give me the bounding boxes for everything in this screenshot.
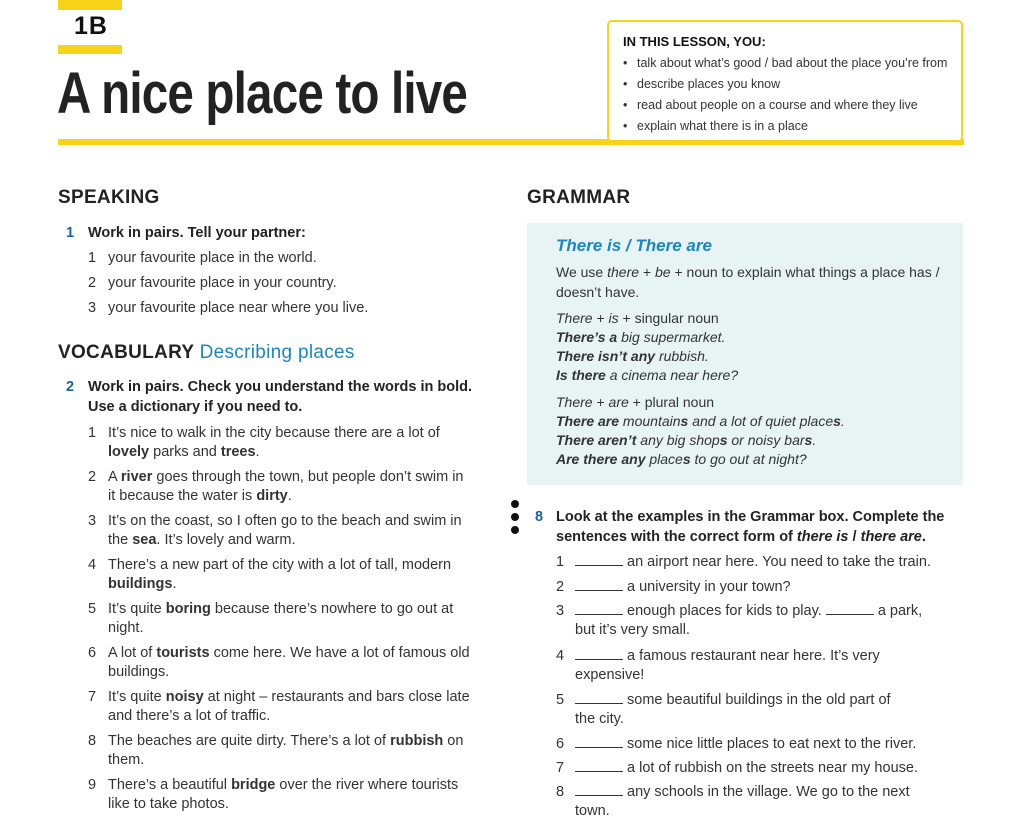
text-run: A lot of [108,645,157,661]
text-run: an airport near here. You need to take the train. [627,554,931,570]
text-run: your favourite place in the world. [108,250,317,266]
text-run: It’s quite [108,689,166,705]
item-number: 1 [88,250,97,266]
vocabulary-subtitle: Describing places [199,342,355,363]
text-run: expensive! [575,667,645,683]
item-text-line [108,530,296,550]
bold-word: rubbish [390,733,444,749]
item-text-line [575,646,880,666]
item-number: 1 [556,554,565,570]
bold-word: tourists [156,645,210,661]
bold-word: river [120,469,153,485]
text-run: at night – restaurants and bars close late [203,689,470,705]
grammar-line [556,412,845,431]
text-run: over the river where tourists [275,777,459,793]
text-run: . [255,444,260,460]
lesson-objectives-heading: IN THIS LESSON, YOU: [623,34,766,49]
bold-word: boring [165,601,211,617]
text-run: It’s quite [108,601,166,617]
item-text-line [108,662,169,682]
bold-word: buildings [108,576,173,592]
text-run: a cinema near here? [605,367,739,383]
text-run: + plural noun [628,394,715,410]
item-text-line [575,620,690,640]
text-run: + noun to explain what things a place has / [670,264,940,280]
text-run: It’s nice to walk in the city because there are a lot of [108,425,440,441]
exercise-number: 1 [66,225,75,241]
text-run: big supermarket. [617,329,726,345]
item-number: 2 [88,469,97,485]
text-run: are [608,394,629,410]
text-run: a university in your town? [627,579,791,595]
item-text-line [575,782,910,802]
text-run: your favourite place in your country. [108,275,337,291]
item-text-line [108,574,176,594]
item-number: 7 [88,689,97,705]
item-number: 5 [556,692,565,708]
item-text-line [575,665,644,685]
text-run: town. [575,803,610,819]
speaking-heading: SPEAKING [58,187,160,208]
grammar-line [556,393,714,412]
item-text-line [108,248,317,268]
badge-top-bar [58,0,122,10]
lesson-objectives-box [607,20,963,142]
bold-word: There aren’t [556,432,637,448]
answer-blank[interactable] [575,782,623,796]
instruction-separator: / [848,529,861,545]
text-run: . [840,413,845,429]
grammar-box-title: There is / There are [556,236,712,255]
grammar-line [556,366,738,385]
answer-blank[interactable] [575,734,623,748]
unit-badge [58,0,122,56]
item-text-line [108,775,458,795]
item-text-line [108,486,292,506]
vocabulary-heading [58,342,355,364]
instruction-period: . [921,529,926,545]
item-text-line [108,298,368,318]
item-number: 3 [88,300,97,316]
exercise-number: 8 [535,509,544,525]
text-run: the city. [575,711,624,727]
grammar-line [556,309,719,328]
item-text-line [108,643,470,663]
text-run: any big shop [636,432,720,448]
item-number: 7 [556,760,565,776]
item-text-line [575,601,922,621]
answer-blank[interactable] [575,577,623,591]
text-run: buildings. [108,664,170,680]
grammar-line [556,431,816,450]
page-title: A nice place to live [57,61,468,126]
text-run: come here. We have a lot of famous old [209,645,470,661]
item-number: 6 [88,645,97,661]
text-run: . It’s lovely and warm. [156,532,296,548]
instruction-text: sentences with the correct form of [556,529,797,545]
item-text-line [575,552,931,572]
item-number: 2 [556,579,565,595]
text-run: . [287,488,292,504]
text-run: We use [556,264,608,280]
text-run: night. [108,620,144,636]
badge-bottom-bar [58,45,122,54]
lesson-objective: • talk about what’s good / bad about the place you’re from [609,53,947,74]
item-number: 6 [556,736,565,752]
text-run: + [639,264,655,280]
exercise-number: 2 [66,379,75,395]
answer-blank[interactable] [575,601,623,615]
text-run: like to take photos. [108,796,229,812]
text-run: on [443,733,464,749]
text-run: to go out at night? [690,451,807,467]
item-text-line [108,273,337,293]
text-run: place [645,451,683,467]
text-run: and a lot of quiet place [688,413,834,429]
item-text-line [108,511,462,531]
bold-word: trees [220,444,256,460]
instruction-there-is: there is [796,529,849,545]
item-text-line [575,734,916,754]
item-text-line [575,709,624,729]
text-run: rubbish. [655,348,709,364]
item-text-line [575,690,891,710]
lesson-objective: • describe places you know [609,74,947,95]
bold-word: lovely [108,444,150,460]
text-run: There [556,394,593,410]
text-run: it because the water is [108,488,257,504]
exercise-instruction-line-2 [556,527,926,547]
instruction-there-are: there are [860,529,922,545]
bold-word: s [680,413,689,429]
text-run: A [108,469,121,485]
text-run: a lot of rubbish on the streets near my house. [627,760,918,776]
text-run: The beaches are quite dirty. There’s a lot of [108,733,391,749]
grammar-line [556,283,639,302]
speaking-activity-icon [511,500,519,539]
item-number: 8 [88,733,97,749]
bold-word: dirty [256,488,288,504]
text-run: be [655,264,671,280]
vocabulary-title: VOCABULARY [58,342,195,363]
item-text-line [108,687,470,707]
text-run: the [108,532,133,548]
text-run: and there’s a lot of traffic. [108,708,271,724]
text-run: + singular noun [618,310,719,326]
bold-word: s [833,413,841,429]
bold-word: s [682,451,691,467]
item-number: 8 [556,784,565,800]
text-run: your favourite place near where you live. [108,300,369,316]
text-run: + [592,394,609,410]
bold-word: There are [556,413,620,429]
text-run: a famous restaurant near here. It’s very [627,648,880,664]
text-run: There’s a beautiful [108,777,232,793]
bold-word: sea [132,532,157,548]
answer-blank[interactable] [575,646,623,660]
text-run: but it’s very small. [575,622,690,638]
item-text-line [108,794,229,814]
item-number: 3 [88,513,97,529]
exercise-instruction-line-2: Use a dictionary if you need to. [88,399,303,415]
item-text-line [108,599,453,619]
text-run: . [812,432,817,448]
text-run: . [172,576,177,592]
text-run: or noisy bar [727,432,805,448]
item-text-line [108,442,260,462]
grammar-line [556,450,807,469]
text-run: because there’s nowhere to go out at [210,601,454,617]
item-text-line [108,706,270,726]
item-text-line [108,731,463,751]
text-run: parks and [149,444,221,460]
item-text-line [108,423,440,443]
item-number: 3 [556,603,565,619]
answer-blank[interactable] [575,552,623,566]
text-run: some beautiful buildings in the old part of [627,692,891,708]
lesson-objectives-list [609,53,947,137]
text-run: There’s a new part of the city with a lot of tall, modern [108,557,452,573]
item-number: 2 [88,275,97,291]
grammar-heading: GRAMMAR [527,187,631,208]
item-number: 9 [88,777,97,793]
bold-word: s [719,432,728,448]
item-number: 4 [88,557,97,573]
text-run: doesn’t have. [556,284,640,300]
lesson-objective: • read about people on a course and where they live [609,95,947,116]
item-text-line [575,801,610,821]
text-run: any schools in the village. We go to the next [627,784,910,800]
item-text-line [575,577,791,597]
text-run: There [556,310,593,326]
lesson-objective: • explain what there is in a place [609,116,947,137]
text-run: goes through the town, but people don’t swim in [152,469,464,485]
text-run: some nice little places to eat next to the river. [627,736,917,752]
grammar-box [527,223,963,485]
item-text-line [108,555,451,575]
answer-blank[interactable] [826,601,874,615]
text-run: is [608,310,619,326]
bold-word: bridge [231,777,276,793]
item-text-line [108,750,144,770]
answer-blank[interactable] [575,758,623,772]
unit-code: 1B [74,12,108,40]
text-run: them. [108,752,145,768]
bold-word: noisy [165,689,204,705]
bold-word: There isn’t any [556,348,656,364]
item-text-line [108,467,464,487]
item-text-line [108,618,143,638]
text-run: enough places for kids to play. [627,603,826,619]
item-number: 1 [88,425,97,441]
item-number: 5 [88,601,97,617]
grammar-line [556,328,725,347]
grammar-line [556,263,939,282]
text-run: a park, [877,603,923,619]
exercise-instruction: Work in pairs. Tell your partner: [88,225,306,241]
item-text-line [575,758,918,778]
answer-blank[interactable] [575,690,623,704]
bold-word: Are there any [556,451,646,467]
exercise-instruction-line-1: Look at the examples in the Grammar box. Complete the [556,509,945,525]
exercise-instruction-line-1: Work in pairs. Check you understand the words in bold. [88,379,473,395]
text-run: there [607,264,640,280]
text-run: It’s on the coast, so I often go to the beach and swim in [108,513,462,529]
item-number: 4 [556,648,565,664]
grammar-line [556,347,709,366]
bold-word: Is there [556,367,606,383]
bold-word: s [804,432,813,448]
bold-word: There’s a [556,329,618,345]
text-run: mountain [619,413,681,429]
text-run: + [592,310,609,326]
